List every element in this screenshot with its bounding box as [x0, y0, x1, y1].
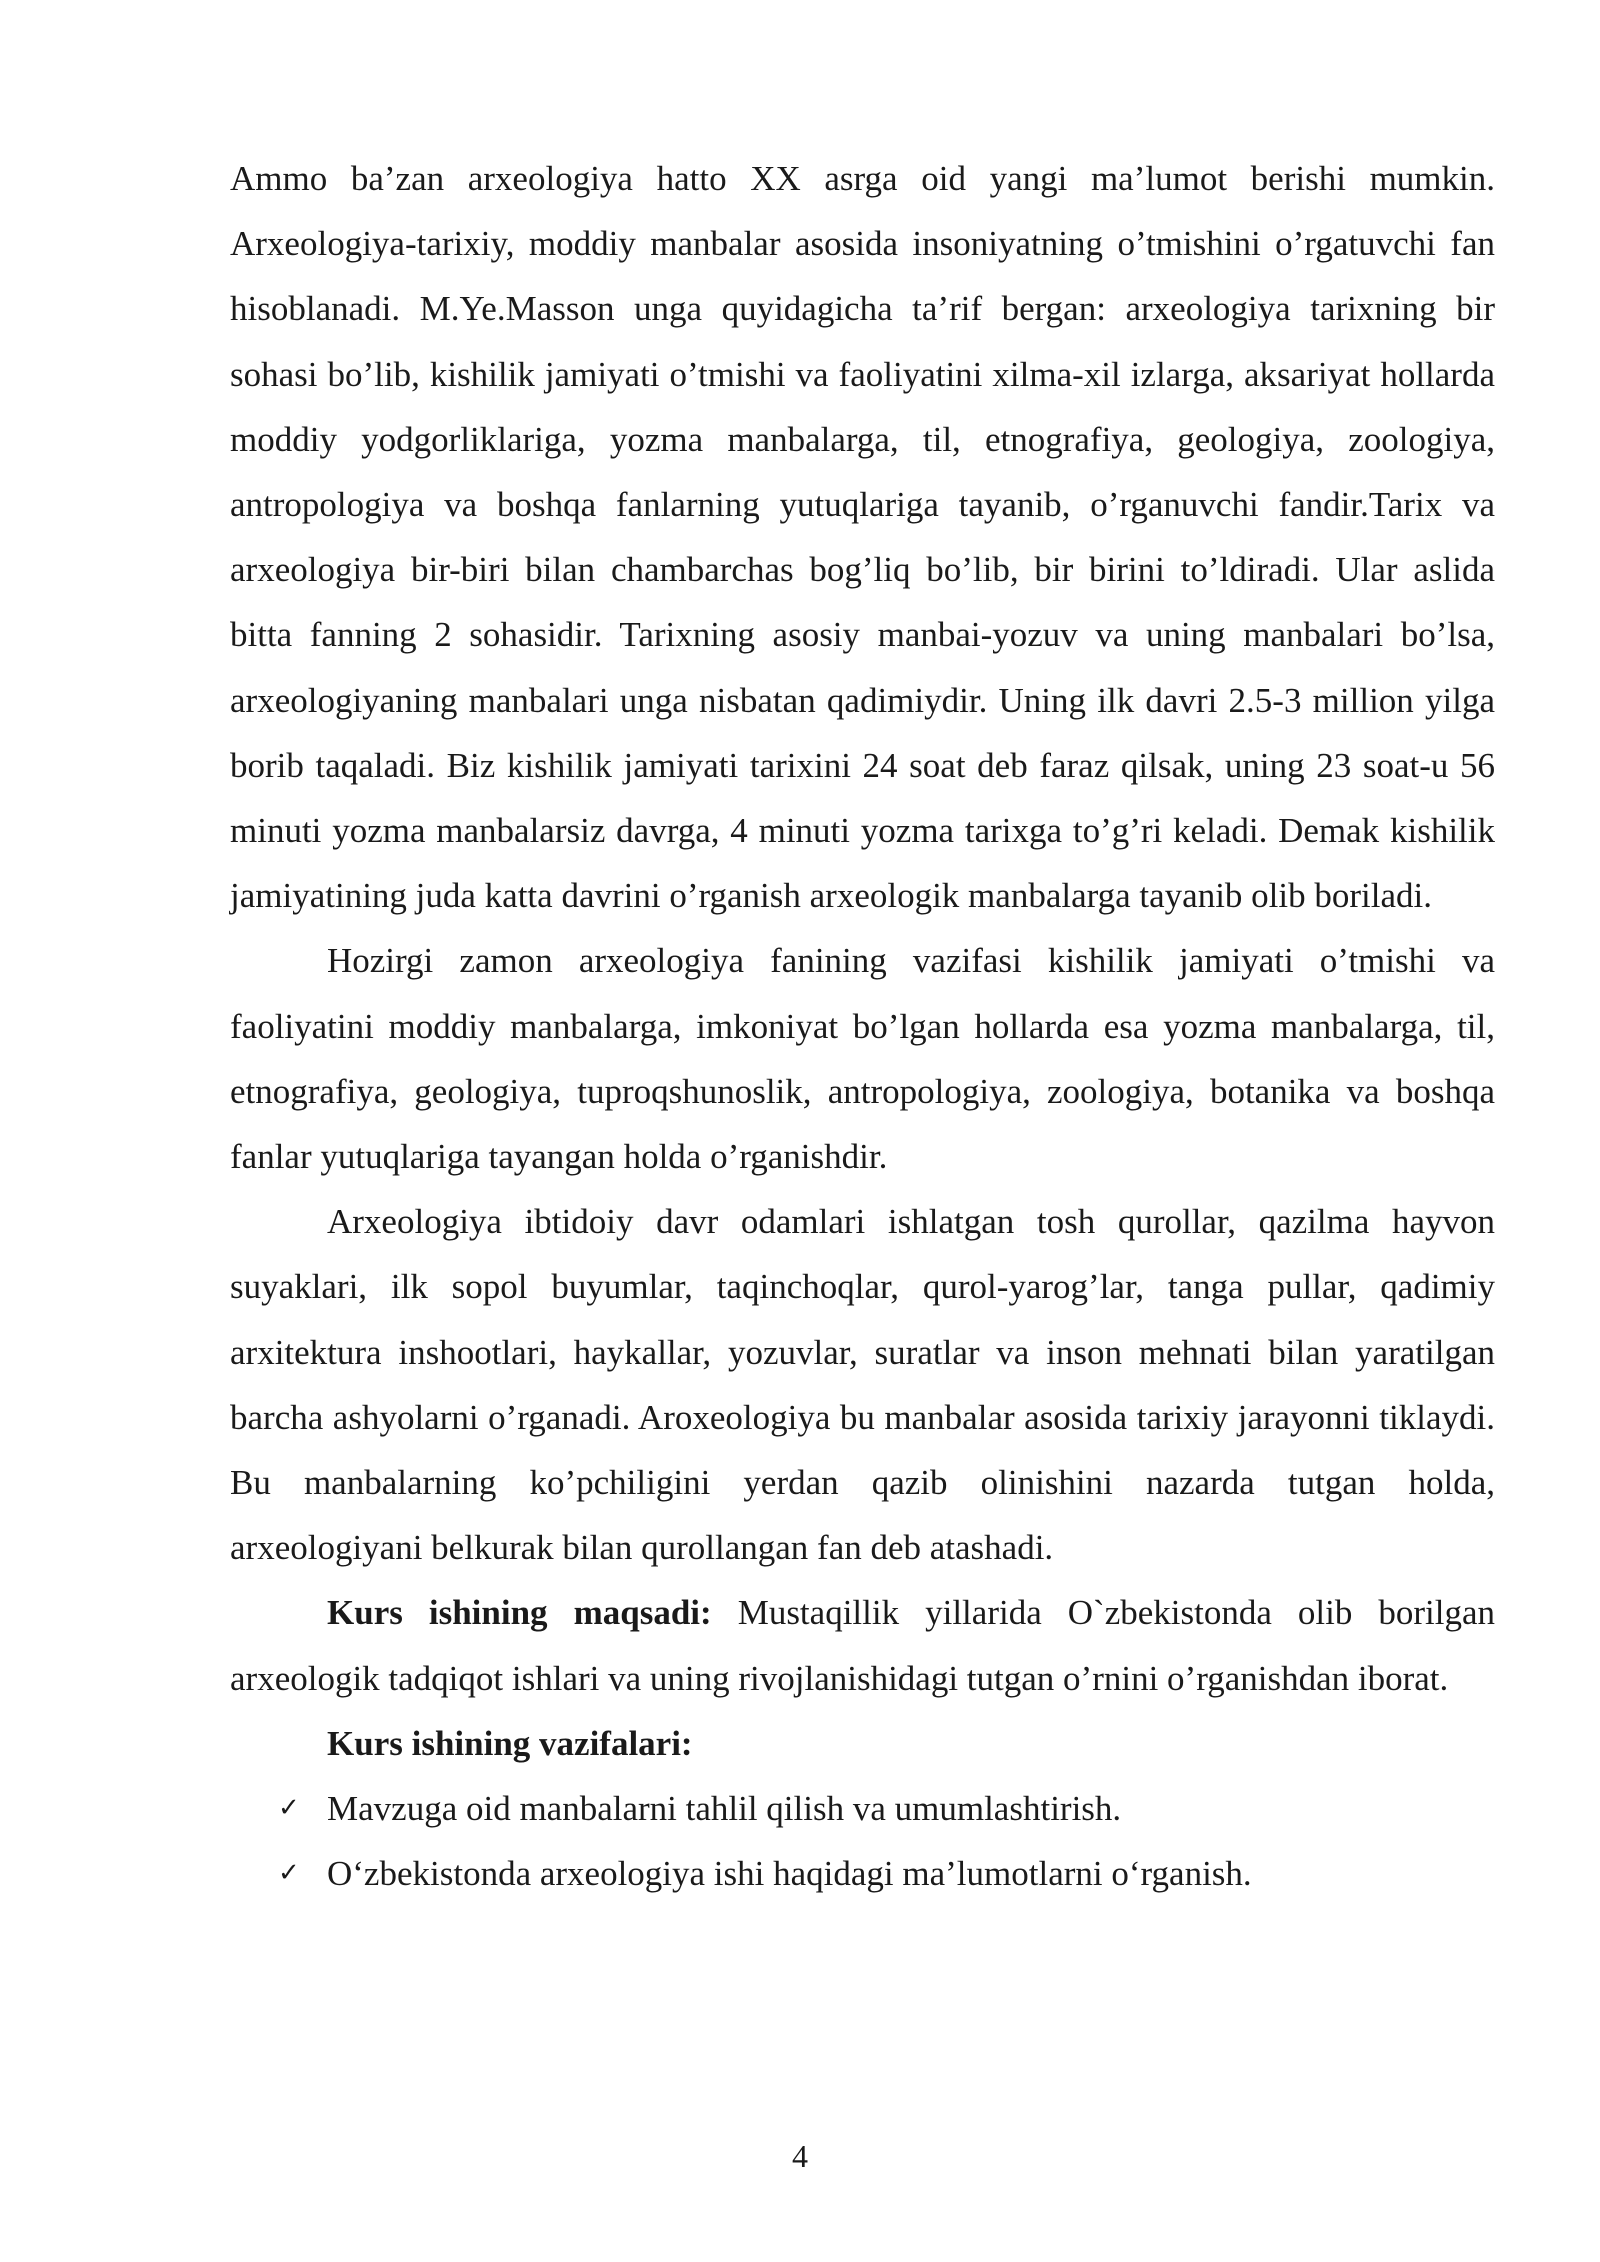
paragraph-arxeologiya-tarifi: Ammo ba’zan arxeologiya hatto XX asrga oid yangi ma’lumot berishi mumkin. Arxeologiya-tarixiy, moddiy manbalar asosida insoniyatning o’tmishini o’rgatuvchi fan hisoblanadi. M.Ye.Masson unga quyidagicha ta’rif bergan: arxeologiya tarixning bir sohasi bo’lib, kishilik jamiyati o’tmishi va faoliyatini xilma-xil izlarga, aksariyat hollarda moddiy yodgorliklariga, yozma manbalarga, til, etnografiya, geologiya, zoologiya, antropologiya va boshqa fanlarning yutuqlariga tayanib, o’rganuvchi fandir.Tarix va arxeologiya bir-biri bilan chambarchas bog’liq bo’lib, bir birini to’ldiradi. Ular aslida bitta fanning 2 sohasidir. Tarixning asosiy manbai-yozuv va uning manbalari bo’lsa, arxeologiyaning manbalari unga nisbatan qadimiydir. Uning ilk davri 2.5-3 million yilga borib taqaladi. Biz kishilik jamiyati tarixini 24 soat deb faraz qilsak, uning 23 soat-u 56 minuti yozma manbalarsiz davrga, 4 minuti yozma tarixga to’g’ri keladi. Demak kishilik jamiyatining juda katta davrini o’rganish arxeologik manbalarga tayanib olib boriladi. [230, 159, 1495, 916]
checkmark-icon: ✓ [278, 1793, 300, 1824]
tasks-heading: Kurs ishining vazifalari: [327, 1723, 693, 1763]
task-text: O‘zbekistonda arxeologiya ishi haqidagi ma’lumotlarni o‘rganish. [327, 1854, 1252, 1894]
paragraph-kurs-maqsadi [230, 1580, 1495, 1710]
goal-text: Mustaqillik yillarida O`zbekistonda olib borilgan arxeologik tadqiqot ishlari va uning rivojlanishidagi tutgan o’rnini o’rganishdan iborat. [230, 1593, 1495, 1698]
goal-label: Kurs ishining maqsadi: [327, 1593, 712, 1633]
paragraph-ashyolar: Arxeologiya ibtidoiy davr odamlari ishlatgan tosh qurollar, qazilma hayvon suyaklari, ilk sopol buyumlar, taqinchoqlar, qurol-yarog’lar, tanga pullar, qadimiy arxitektura inshootlari, haykallar, yozuvlar, suratlar va inson mehnati bilan yaratilgan barcha ashyolarni o’rganadi. Aroxeologiya bu manbalar asosida tarixiy jarayonni tiklaydi. Bu manbalarning ko’pchiligini yerdan qazib olinishini nazarda tutgan holda, arxeologiyani belkurak bilan qurollangan fan deb atashadi. [230, 1202, 1495, 1568]
list-item [230, 1776, 1495, 1841]
checkmark-icon: ✓ [278, 1858, 300, 1889]
page-number: 4 [792, 2138, 808, 2174]
tasks-list [230, 1776, 1495, 1906]
paragraph-zamonaviy-vazifa: Hozirgi zamon arxeologiya fanining vazifasi kishilik jamiyati o’tmishi va faoliyatini moddiy manbalarga, imkoniyat bo’lgan hollarda esa yozma manbalarga, til, etnografiya, geologiya, tuproqshunoslik, antropologiya, zoologiya, botanika va boshqa fanlar yutuqlariga tayangan holda o’rganishdir. [230, 941, 1495, 1177]
task-text: Mavzuga oid manbalarni tahlil qilish va umumlashtirish. [327, 1789, 1122, 1829]
list-item [230, 1841, 1495, 1906]
document-page [230, 146, 1495, 1906]
